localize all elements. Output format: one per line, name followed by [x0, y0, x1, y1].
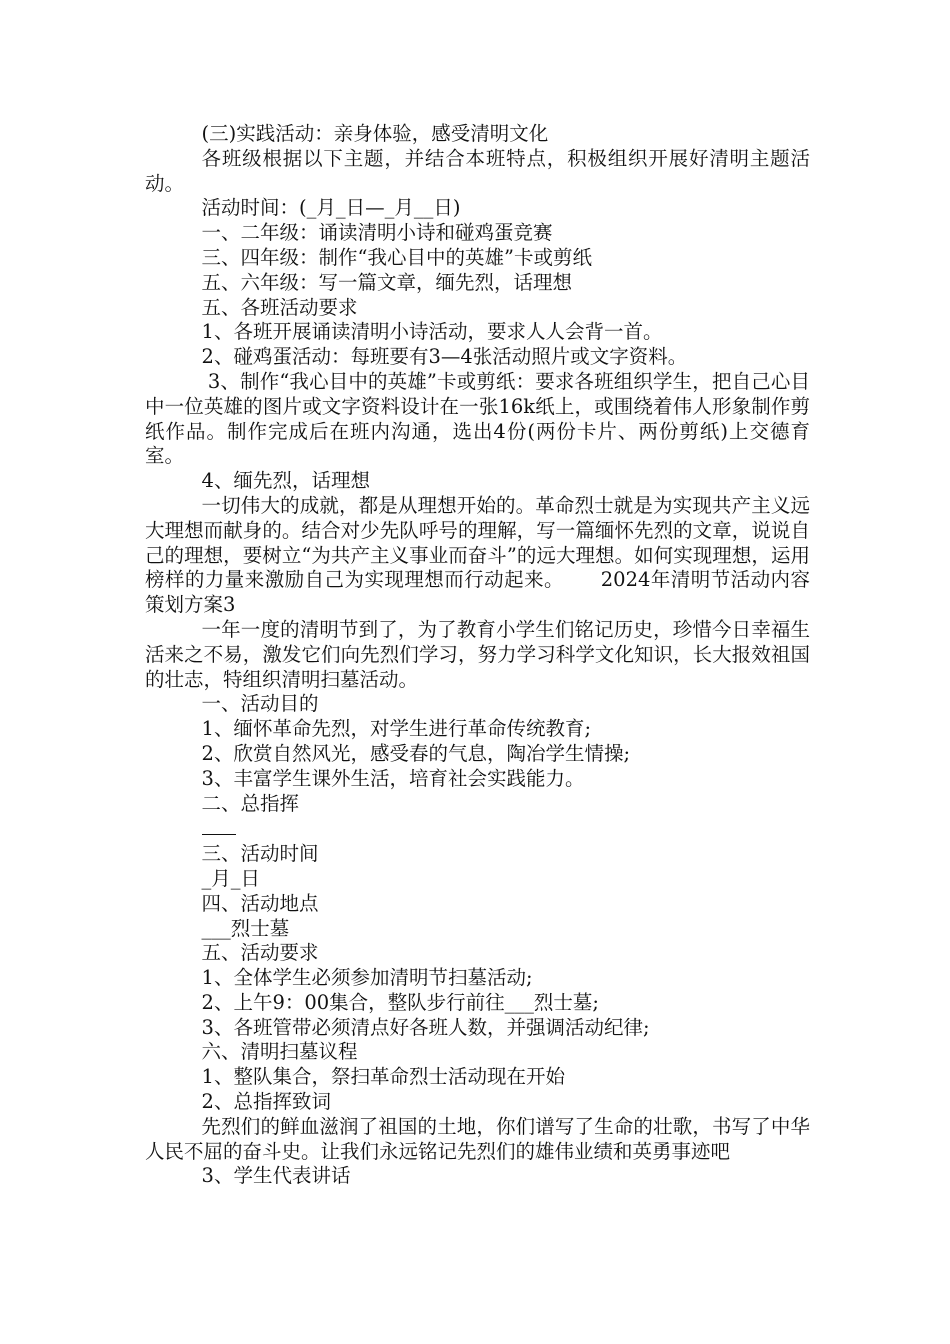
- paragraph: 2、欣赏自然风光，感受春的气息，陶冶学生情操;: [201, 741, 631, 765]
- paragraph: 一、二年级：诵读清明小诗和碰鸡蛋竞赛: [201, 221, 553, 245]
- paragraph: 一切伟大的成就，都是从理想开始的。革命烈士就是为实现共产主义远大理想而献身的。结合对少先队呼号的理解，写一篇缅怀先烈的文章，说说自己的理想，要树立“为共产主义事业而奋斗”的远大理想。如何实现理想，运用榜样的力量来激励自己为实现理想而行动起来。 2024年清明节活动内容策划方案3: [145, 493, 810, 617]
- paragraph: 3、学生代表讲话: [201, 1164, 351, 1188]
- paragraph: 活动时间：(_月_日—_月__日): [201, 196, 461, 220]
- paragraph: 一年一度的清明节到了，为了教育小学生们铭记历史，珍惜今日幸福生活来之不易，激发它们向先烈们学习，努力学习科学文化知识，长大报效祖国的壮志，特组织清明扫墓活动。: [145, 617, 810, 691]
- paragraph: 4、缅先烈，话理想: [201, 469, 370, 493]
- paragraph: ___烈士墓: [201, 916, 290, 940]
- section-heading: 五、活动要求: [201, 941, 319, 965]
- paragraph: 3、制作“我心目中的英雄”卡或剪纸：要求各班组织学生，把自己心目中一位英雄的图片或文字资料设计在一张16k纸上，或围绕着伟人形象制作剪纸作品。制作完成后在班内沟通，选出4份(两份卡片、两份剪纸)上交德育室。: [145, 369, 810, 468]
- paragraph: 各班级根据以下主题，并结合本班特点，积极组织开展好清明主题活动。: [145, 146, 810, 195]
- section-heading: 一、活动目的: [201, 692, 319, 716]
- paragraph: 三、四年级：制作“我心目中的英雄”卡或剪纸: [201, 245, 592, 269]
- blank-underline: [202, 816, 236, 835]
- section-heading: 六、清明扫墓议程: [201, 1040, 358, 1064]
- paragraph: 五、六年级：写一篇文章，缅先烈，话理想: [201, 270, 573, 294]
- paragraph: 1、缅怀革命先烈，对学生进行革命传统教育;: [201, 717, 592, 741]
- paragraph: 3、丰富学生课外生活，培育社会实践能力。: [201, 766, 585, 790]
- paragraph: 2、碰鸡蛋活动：每班要有3—4张活动照片或文字资料。: [201, 345, 688, 369]
- paragraph: _月_日: [201, 866, 261, 890]
- paragraph: 1、各班开展诵读清明小诗活动，要求人人会背一首。: [201, 320, 663, 344]
- section-heading: 二、总指挥: [201, 791, 300, 815]
- blank-line: [145, 816, 810, 842]
- paragraph: (三)实践活动：亲身体验，感受清明文化: [201, 122, 549, 145]
- paragraph: 1、全体学生必须参加清明节扫墓活动;: [201, 966, 533, 990]
- paragraph: 2、上午9：00集合，整队步行前往___烈士墓;: [201, 990, 599, 1014]
- paragraph: 先烈们的鲜血滋润了祖国的土地，你们谱写了生命的壮歌，书写了中华人民不屈的奋斗史。让我们永远铭记先烈们的雄伟业绩和英勇事迹吧: [145, 1114, 810, 1163]
- paragraph: 3、各班管带必须清点好各班人数，并强调活动纪律;: [201, 1015, 650, 1039]
- section-heading: 三、活动时间: [201, 842, 319, 866]
- paragraph: 1、整队集合，祭扫革命烈士活动现在开始: [201, 1065, 565, 1089]
- paragraph: 2、总指挥致词: [201, 1090, 331, 1114]
- section-heading: 四、活动地点: [201, 891, 319, 915]
- section-heading: 五、各班活动要求: [201, 295, 358, 319]
- document-page: [145, 122, 810, 1189]
